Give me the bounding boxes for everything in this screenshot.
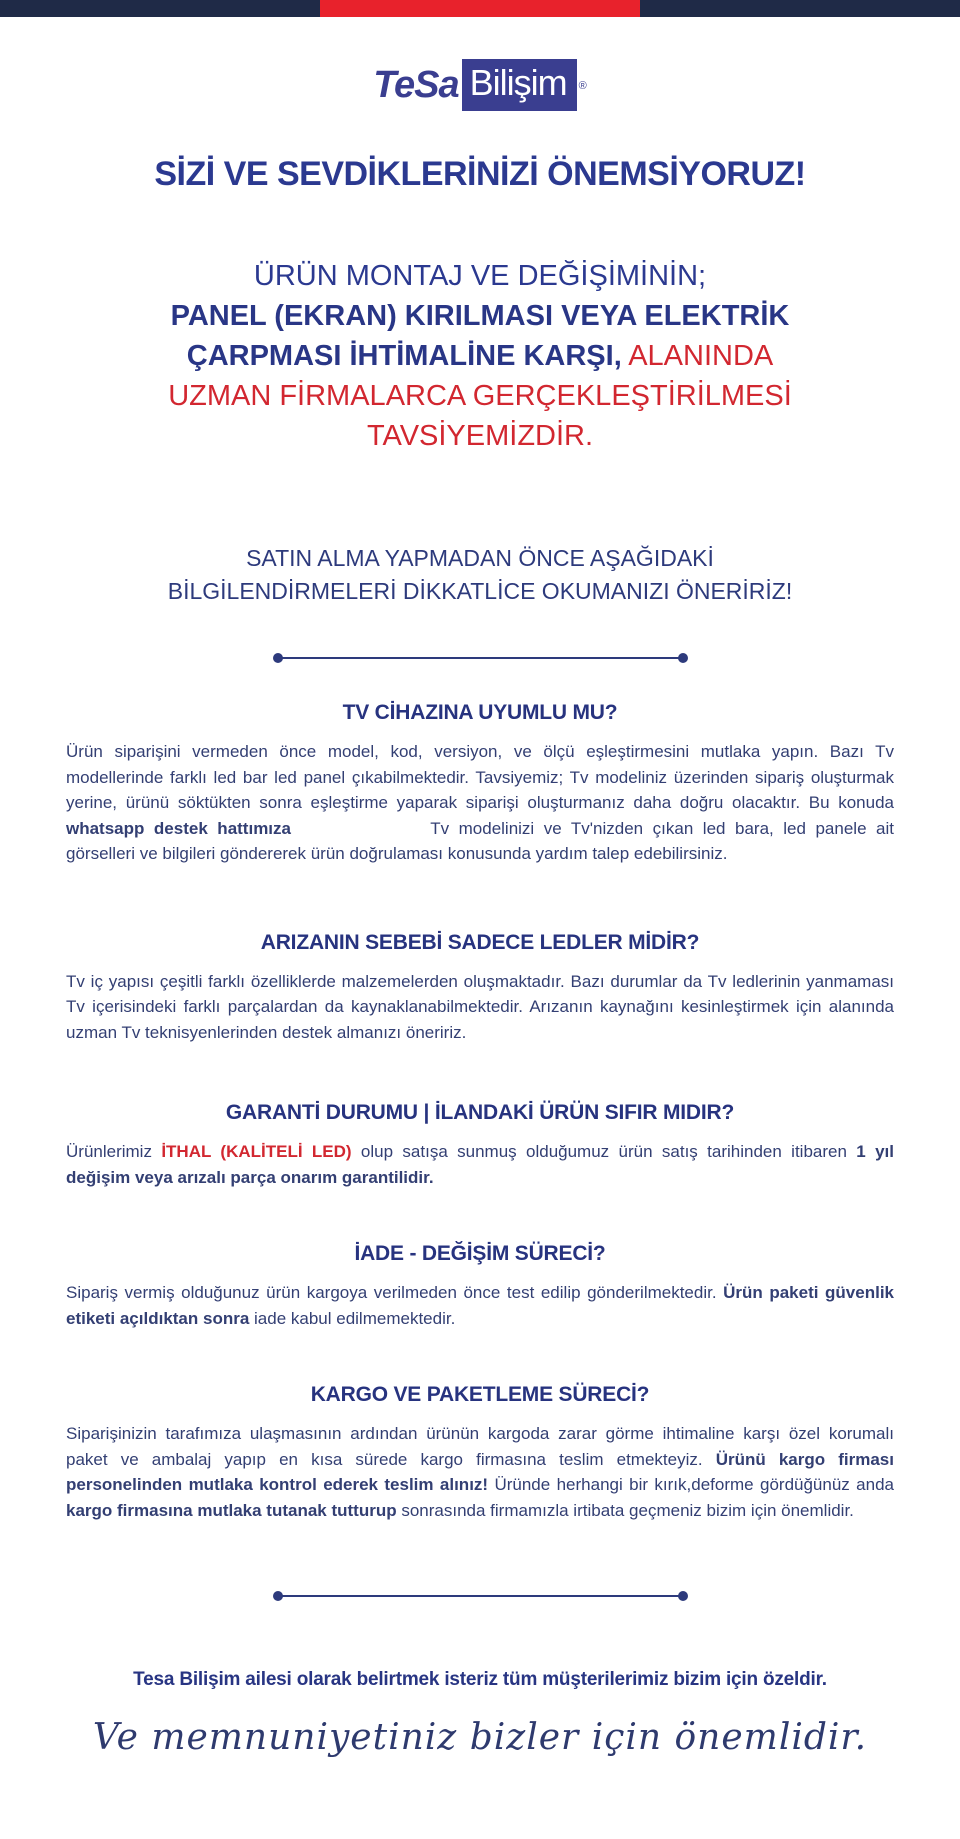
section-paragraph-fault-cause: Tv iç yapısı çeşitli farklı özelliklerde malzemelerden oluşmaktadır. Bazı durumlar da Tv ledlerinin yanmaması Tv içerisindeki farklı parçalardan da kaynaklanabilmektedir. Arızanın kaynağını kesinleştirmek için alanında uzman Tv teknisyenlerinden destek almanızı öneririz. [66, 971, 894, 1042]
warning-line-4: UZMAN FİRMALARCA GERÇEKLEŞTİRİLMESİ [168, 380, 792, 412]
divider [278, 657, 683, 659]
return-text-2: iade kabul edilmemektedir. [249, 1308, 456, 1328]
section-heading-return: İADE - DEĞİŞİM SÜRECİ? [354, 1242, 606, 1265]
warranty-imported-led-text: İTHAL (KALİTELİ LED) [161, 1142, 352, 1161]
warranty-one-year-text: 1 yıl değişim veya arızalı parça onarım garantilidir. [66, 1142, 894, 1187]
return-text-1: Sipariş vermiş olduğunuz ürün kargoya verilmeden önce test edilip gönderilmektedir. [66, 1283, 724, 1302]
brand-logo [0, 59, 960, 121]
return-security-seal-text: Ürün paketi güvenlik etiketi açıldıktan sonra [66, 1283, 894, 1328]
warranty-text-1: Ürünlerimiz [66, 1142, 162, 1161]
whatsapp-support-text: whatsapp destek hattımıza [66, 818, 291, 838]
section-paragraph-warranty [66, 1139, 894, 1190]
compatibility-text-2: Tv modelinizi ve Tv'nizden çıkan led bara, led panele ait görselleri ve bilgileri göndererek ürün doğrulaması konusunda yardım talep edebilirsiniz. [66, 818, 895, 863]
shipping-inspect-text: Ürünü kargo firması personelinden mutlaka kontrol ederek teslim alınız! [66, 1449, 894, 1494]
registered-trademark-icon: ® [578, 80, 587, 92]
notice-line-1: SATIN ALMA YAPMADAN ÖNCE AŞAĞIDAKİ [246, 545, 714, 571]
warning-line-3-navy: ÇARPMASI İHTİMALİNE KARŞI, [186, 340, 622, 372]
logo-text-tesa: TeSa [373, 63, 459, 106]
section-heading-shipping: KARGO VE PAKETLEME SÜRECİ? [310, 1383, 650, 1406]
warning-line-3-red: ALANINDA [621, 340, 774, 372]
warning-line-5: TAVSİYEMİZDİR. [366, 420, 594, 452]
warranty-text-2: olup satışa sunmuş olduğumuz ürün satış tarihinden itibaren [351, 1142, 857, 1161]
warning-line-1: ÜRÜN MONTAJ VE DEĞİŞİMİNİN; [253, 260, 707, 292]
shipping-text-3: sonrasında firmamızla irtibata geçmeniz bizim için önemlidir. [396, 1500, 854, 1520]
shipping-report-text: kargo firmasına mutlaka tutanak tutturup [66, 1500, 397, 1520]
shipping-text-1: Siparişinizin tarafımıza ulaşmasının ardından ürünün kargoda zarar görme ihtimaline karşı özel korumalı paket ve ambalaj yapıp en kısa sürede kargo firmasına teslim etmekteyiz. [66, 1424, 894, 1469]
top-bar-red-center [320, 0, 640, 17]
logo-text-bilisim: Bilişim [462, 59, 577, 111]
top-bar-navy-right [640, 0, 960, 17]
redacted-phone-gap [291, 833, 421, 834]
page-title: SİZİ VE SEVDİKLERİNİZİ ÖNEMSİYORUZ! [154, 155, 806, 193]
top-accent-bar [0, 0, 960, 17]
read-before-buying-notice [0, 542, 960, 608]
shipping-text-2: Üründe herhangi bir kırık,deforme gördüğünüz anda [488, 1475, 894, 1494]
section-paragraph-return [66, 1280, 894, 1331]
footer-statement: Tesa Bilişim ailesi olarak belirtmek isteriz tüm müşterilerimiz bizim için özeldir. [133, 1669, 827, 1690]
section-paragraph-compatibility [66, 739, 894, 867]
section-heading-warranty: GARANTİ DURUMU | İLANDAKİ ÜRÜN SIFIR MIDIR? [225, 1101, 735, 1124]
compatibility-text-1: Ürün siparişini vermeden önce model, kod, versiyon, ve ölçü eşleştirmesini mutlaka yapın. Bazı Tv modellerinde farklı led bar led panel çıkabilmektedir. Tavsiyemiz; Tv modeliniz üzerinden sipariş oluşturmak yerine, ürünü söktükten sonra eşleştirme yaparak siparişi oluşturmanız daha doğru olacaktır. Bu konuda [66, 742, 894, 812]
warning-line-3 [0, 336, 960, 376]
divider [278, 1595, 683, 1597]
section-heading-fault-cause: ARIZANIN SEBEBİ SADECE LEDLER MİDİR? [260, 930, 700, 954]
section-heading-compatibility: TV CİHAZINA UYUMLU MU? [342, 701, 618, 724]
warning-statement [0, 256, 960, 456]
warning-line-2: PANEL (EKRAN) KIRILMASI VEYA ELEKTRİK [170, 300, 790, 332]
top-bar-navy-left [0, 0, 320, 17]
section-paragraph-shipping [66, 1421, 894, 1523]
signature-script: Ve memnuniyetiniz bizler için önemlidir. [92, 1717, 868, 1758]
notice-line-2: BİLGİLENDİRMELERİ DİKKATLİCE OKUMANIZI ÖNERİRİZ! [167, 578, 793, 604]
